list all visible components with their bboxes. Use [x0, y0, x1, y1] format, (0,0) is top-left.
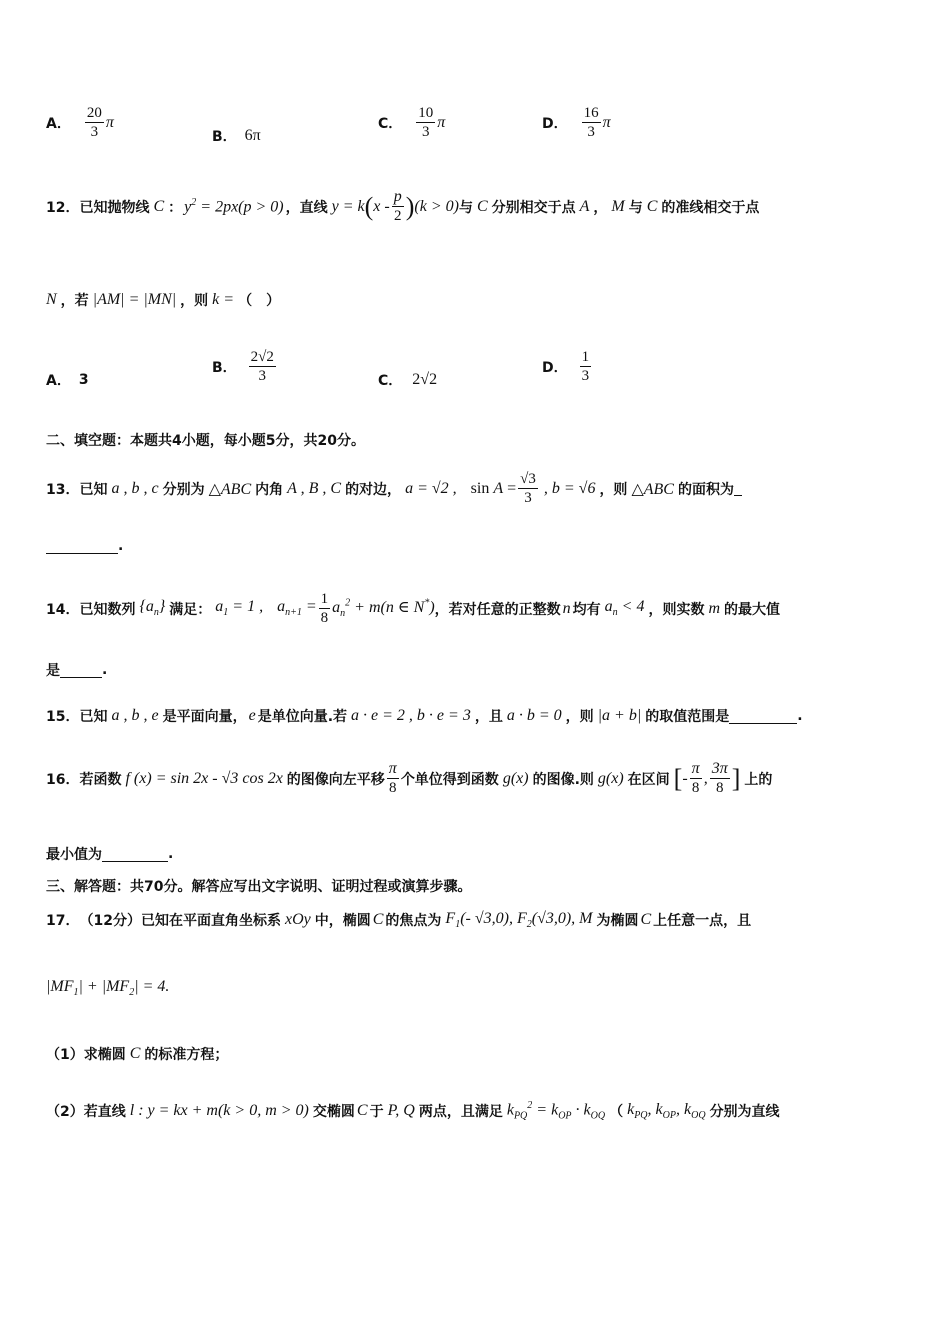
answer-blank[interactable]: [46, 539, 118, 554]
q13-line-1: [46, 470, 742, 507]
fraction: [85, 104, 104, 141]
numerator: 10: [418, 105, 434, 121]
section-title: 二、填空题：本题共4小题，每小题5分，共20分。: [46, 433, 365, 449]
q14-line-2: [46, 660, 107, 680]
q13-line-2: [46, 538, 123, 554]
fraction: $\frac{1}{8}$: [320, 591, 329, 626]
numerator: 1: [581, 349, 590, 365]
numerator: 20: [86, 105, 102, 121]
text: 的图像向左平移: [286, 771, 385, 788]
math-vectors: a , b , e: [111, 707, 159, 724]
section-2-heading: [46, 430, 365, 450]
question-number: 12．: [46, 199, 80, 216]
math-f: f (x) = sin 2x - √3 cos 2x: [125, 769, 283, 787]
paren: (: [364, 191, 374, 221]
denominator: 3: [90, 124, 99, 140]
q16-line-2: [46, 844, 173, 864]
bracket: ]: [731, 763, 741, 793]
q17-part-1: [46, 1044, 228, 1064]
math-slopes: $k_{PQ}^2 = k_{OP} \cdot k_{OQ}$: [506, 1100, 606, 1122]
option-label: D．: [542, 359, 568, 376]
math-parabola: $y^2 = 2px(p > 0)$: [184, 196, 284, 216]
text: 与: [458, 199, 473, 216]
math-g: g(x): [597, 769, 624, 787]
math-C: C: [640, 911, 652, 929]
text: 已知数列: [79, 601, 136, 618]
math-abc: a , b , c: [111, 479, 159, 497]
text: 的焦点为: [385, 913, 442, 930]
q12-option-b: [212, 348, 278, 385]
text: 的面积为: [677, 481, 734, 498]
answer-blank[interactable]: [729, 709, 797, 724]
fraction: [582, 104, 601, 141]
text: ，则: [599, 481, 628, 498]
answer-blank[interactable]: [734, 481, 742, 496]
math-angles: A , B , C: [287, 479, 342, 497]
text: 上任意一点，且: [653, 913, 752, 930]
fraction: $\frac{√3}{3}$: [520, 471, 536, 506]
text: 分别相交于点: [491, 199, 576, 216]
math-C: C: [476, 197, 488, 215]
text: .: [118, 538, 124, 554]
math-slope-list: $k_{PQ}$, $k_{OP}$, $k_{OQ}$: [627, 1100, 706, 1121]
text: ，若对任意的正整数: [434, 601, 561, 618]
q12-option-a: [46, 370, 89, 390]
math-C: C: [646, 197, 658, 215]
option-label: B．: [212, 129, 237, 145]
denominator: 3: [587, 124, 595, 140]
q11-option-b: [212, 126, 261, 146]
denominator: 3: [258, 368, 267, 384]
text: 于: [369, 1103, 384, 1120]
score: （12分）: [79, 913, 141, 930]
math: (k > 0): [414, 197, 459, 215]
text: 的准线相交于点: [661, 199, 760, 216]
fraction: [249, 348, 276, 385]
option-label: C．: [378, 115, 403, 132]
text: 已知: [79, 481, 108, 498]
text: 若函数: [79, 771, 122, 788]
pi-symbol: π: [437, 113, 446, 131]
text: .: [168, 846, 174, 862]
paren: ): [405, 191, 415, 221]
text: ，直线: [285, 199, 328, 216]
math-C: C: [372, 911, 384, 929]
option-label: A．: [46, 373, 71, 389]
text: 上的: [744, 771, 773, 788]
text: 交椭圆: [312, 1103, 355, 1120]
text: 与: [628, 199, 643, 216]
part-label: （1）求椭圆: [46, 1047, 126, 1063]
text: 已知: [79, 709, 108, 725]
text: 已知抛物线: [79, 199, 150, 216]
q11-option-d: [542, 104, 611, 141]
q12-option-c: [378, 370, 437, 390]
option-label: A．: [46, 115, 71, 132]
text: 满足：: [169, 601, 212, 618]
answer-blank[interactable]: [60, 663, 102, 678]
text: （: [609, 1103, 624, 1120]
math-m: m: [708, 599, 721, 617]
text: .: [797, 708, 803, 724]
part-label: （2）若直线: [46, 1103, 126, 1120]
text: 分别为直线: [709, 1103, 780, 1120]
pi-symbol: π: [105, 113, 114, 131]
math-b-value: , b = √6: [543, 479, 596, 497]
text: 的对边，: [345, 481, 402, 498]
math-condition: |AM| = |MN|: [92, 291, 177, 308]
fraction: $\frac{p}{2}$: [393, 188, 402, 224]
q12-option-d: [542, 348, 593, 385]
math: ,: [703, 769, 708, 787]
text: 内角: [255, 481, 284, 498]
math-dots: a · e = 2 , b · e = 3: [351, 707, 471, 724]
text: ：: [168, 199, 183, 216]
section-title: 三、解答题：共70分。解答应写出文字说明、证明过程或演算步骤。: [46, 879, 472, 895]
math-k: k =: [212, 291, 235, 308]
q17-line-1: [46, 910, 751, 930]
math-triangle: △ABC: [631, 480, 674, 498]
math-sum: $|MF_1| + |MF_2| = 4$.: [46, 978, 170, 999]
q12-line-2: [46, 290, 280, 310]
q14-line-1: [46, 590, 780, 627]
text: 是单位向量.若: [257, 709, 348, 725]
math-n: n: [562, 599, 571, 617]
text: 已知在平面直角坐标系: [140, 913, 281, 930]
text: ，: [593, 199, 608, 216]
math-recurrence: $a_{n+1}$ =: [277, 598, 317, 619]
option-label: B．: [212, 359, 237, 376]
text: 最小值为: [46, 847, 102, 863]
question-number: 13．: [46, 481, 80, 498]
text: 两点，且满足: [418, 1103, 503, 1120]
text: 的标准方程；: [144, 1047, 229, 1063]
math-PQ: P, Q: [387, 1101, 415, 1119]
math-sin: sin A =: [470, 479, 517, 497]
math-C: C: [153, 197, 165, 215]
option-label: D．: [542, 115, 568, 132]
text: 为椭圆: [596, 913, 639, 930]
text: ，则实数: [648, 601, 705, 618]
math-bound: $a_n < 4$: [604, 598, 645, 619]
option-text: 2√2: [412, 371, 438, 388]
text: 的图像.则: [532, 771, 594, 788]
fraction: [416, 104, 435, 141]
math-foci: $F_1(-$ √3,0), $F_2(√3,0)$, M: [445, 910, 593, 931]
q17-part-2: [46, 1100, 780, 1122]
math-A: A: [579, 197, 590, 215]
q15-line: [46, 706, 803, 726]
question-number: 15．: [46, 709, 80, 725]
text: （ ）: [238, 293, 281, 309]
text: 均有: [572, 601, 601, 618]
math-norm: |a + b|: [597, 707, 642, 724]
math-line: y = k: [331, 197, 365, 215]
math-M: M: [611, 197, 625, 215]
q11-option-a: [46, 104, 114, 141]
q11-option-c: [378, 104, 445, 141]
question-number: 16．: [46, 771, 80, 788]
question-number: 14．: [46, 601, 80, 618]
bracket: [: [673, 763, 683, 793]
option-label: C．: [378, 373, 403, 389]
q12-line-1: [46, 188, 759, 225]
numerator: 2√2: [250, 349, 274, 365]
fraction: $\frac{3\pi}{8}$: [711, 760, 728, 796]
pi-symbol: π: [602, 113, 611, 131]
text: ，若: [60, 293, 89, 309]
numerator: 16: [583, 105, 599, 121]
math-e: e: [248, 707, 256, 724]
math: x -: [373, 197, 390, 215]
fraction: $\frac{\pi}{8}$: [388, 760, 397, 796]
math-a-value: a = √2 ,: [405, 479, 457, 497]
text: ，则: [565, 709, 594, 725]
denominator: 3: [581, 368, 590, 384]
denominator: 3: [422, 124, 430, 140]
option-text: 3: [78, 372, 89, 388]
math-N: N: [46, 291, 57, 308]
text: ，且: [474, 709, 503, 725]
text: 在区间: [627, 771, 670, 788]
math-line-l: l : y = kx + m(k > 0, m > 0): [129, 1101, 309, 1119]
q16-line-1: [46, 760, 772, 797]
math-triangle: △ABC: [208, 480, 252, 498]
math-ab: a · b = 0: [506, 707, 562, 724]
q17-line-2: [46, 978, 169, 998]
text: ，则: [180, 293, 209, 309]
text: 是: [46, 663, 60, 679]
math-xOy: xOy: [284, 911, 311, 929]
option-text: 6π: [244, 127, 261, 144]
text: 的取值范围是: [645, 709, 730, 725]
math-sequence: $\{a_n\}$: [139, 598, 166, 619]
question-number: 17．: [46, 913, 80, 930]
text: 分别为: [162, 481, 205, 498]
math: -: [682, 769, 688, 787]
math-a1: $a_1 = 1$ ,: [215, 598, 264, 619]
text: 的最大值: [724, 601, 781, 618]
text: 是平面向量，: [162, 709, 247, 725]
text: 中，椭圆: [314, 913, 371, 930]
math-C: C: [356, 1101, 368, 1119]
math-C: C: [129, 1045, 141, 1062]
math: $a_n^2 + m(n$ ∈ N*): [332, 598, 435, 620]
text: .: [102, 662, 108, 678]
fraction: [580, 348, 592, 385]
text: 个单位得到函数: [400, 771, 499, 788]
math-g: g(x): [502, 769, 529, 787]
fraction: $\frac{\pi}{8}$: [691, 760, 700, 796]
section-3-heading: [46, 876, 471, 896]
answer-blank[interactable]: [102, 847, 168, 862]
